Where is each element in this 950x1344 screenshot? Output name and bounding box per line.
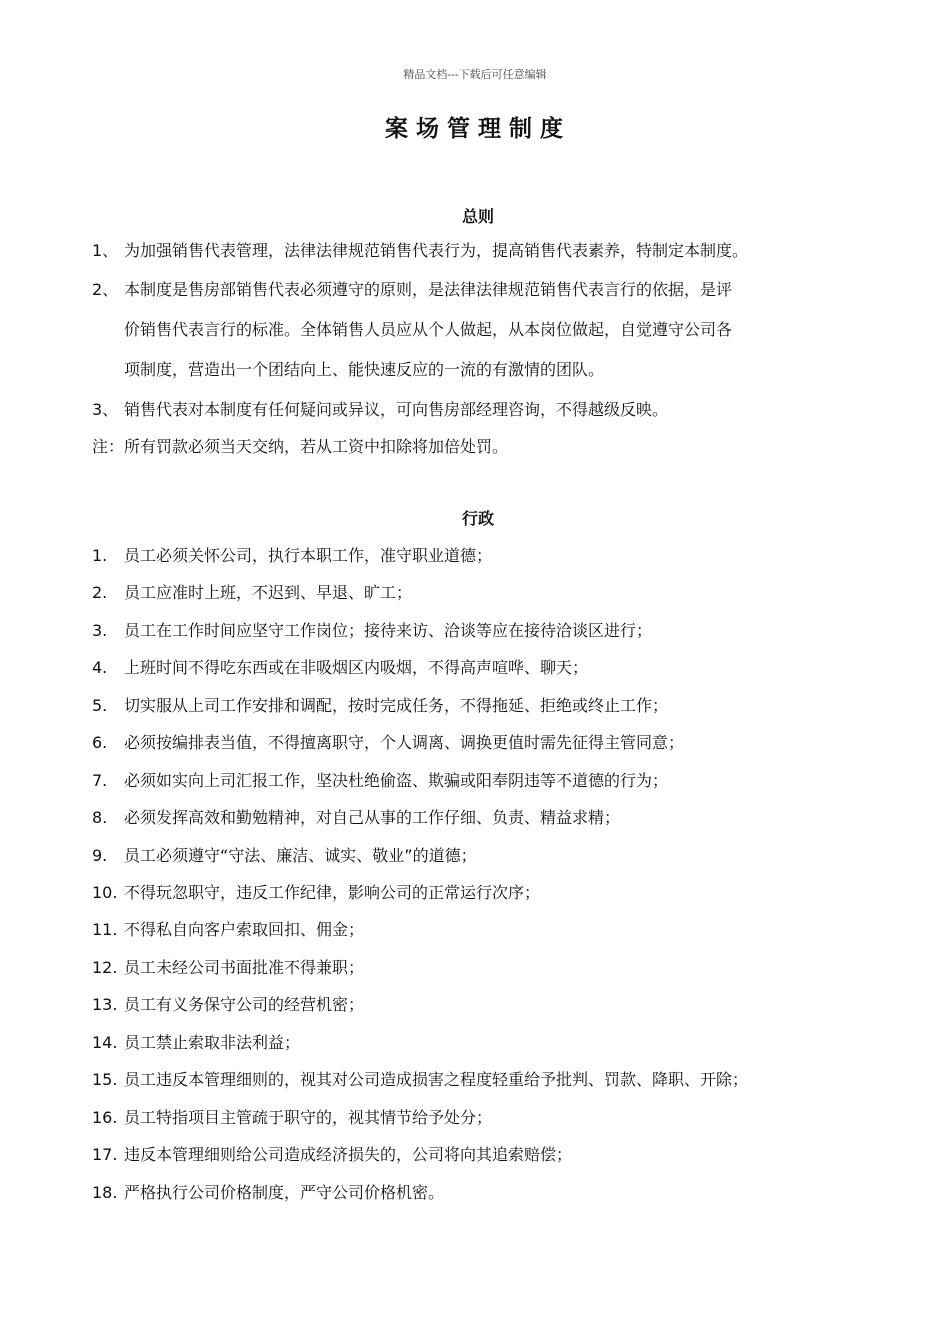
admin-item	[92, 693, 668, 716]
document-title: 案场管理制度	[385, 116, 571, 142]
item-text: 员工有义务保守公司的经营机密；	[124, 995, 365, 1014]
item-text: 价销售代表言行的标准。全体销售人员应从个人做起，从本岗位做起，自觉遵守公司各	[124, 320, 733, 339]
item-number: 12.	[92, 958, 118, 977]
item-number: 1、	[92, 241, 119, 260]
item-text: 本制度是售房部销售代表必须遵守的原则，是法律法律规范销售代表言行的依据，是评	[124, 280, 733, 299]
general-item	[92, 277, 732, 300]
item-text: 员工禁止索取非法利益；	[124, 1033, 301, 1052]
item-number: 6.	[92, 733, 108, 752]
admin-item	[92, 730, 684, 753]
item-text: 员工未经公司书面批准不得兼职；	[124, 958, 365, 977]
item-text: 必须发挥高效和勤勉精神，对自己从事的工作仔细、负责、精益求精；	[124, 808, 621, 827]
item-text: 员工违反本管理细则的，视其对公司造成损害之程度轻重给予批判、罚款、降职、开除；	[124, 1070, 749, 1089]
item-number: 3.	[92, 621, 108, 640]
item-number: 15.	[92, 1070, 118, 1089]
admin-item	[92, 1142, 572, 1165]
item-number: 14.	[92, 1033, 118, 1052]
header-note: 精品文档---下载后可任意编辑	[403, 68, 547, 81]
item-text: 必须如实向上司汇报工作，坚决杜绝偷盗、欺骗或阳奉阴违等不道德的行为；	[124, 771, 669, 790]
item-text: 员工特指项目主管疏于职守的，视其情节给予处分；	[124, 1108, 493, 1127]
item-number: 4.	[92, 658, 108, 677]
item-number: 11.	[92, 920, 118, 939]
item-text: 员工必须遵守“守法、廉洁、诚实、敬业”的道德；	[124, 846, 477, 865]
admin-item	[92, 917, 364, 940]
item-text: 违反本管理细则给公司造成经济损失的，公司将向其追索赔偿；	[124, 1145, 573, 1164]
item-number: 2、	[92, 280, 119, 299]
item-number: 18.	[92, 1183, 118, 1202]
admin-item	[92, 1180, 444, 1203]
item-number: 5.	[92, 696, 108, 715]
item-text: 员工在工作时间应坚守工作岗位；接待来访、洽谈等应在接待洽谈区进行；	[124, 621, 653, 640]
section-heading-admin: 行政	[461, 509, 494, 528]
item-text: 不得玩忽职守，违反工作纪律，影响公司的正常运行次序；	[124, 883, 541, 902]
admin-item	[92, 1067, 748, 1090]
admin-item	[92, 1030, 300, 1053]
general-item-continuation	[92, 317, 732, 340]
general-item	[92, 238, 748, 261]
item-text: 上班时间不得吃东西或在非吸烟区内吸烟，不得高声喧哗、聊天；	[124, 658, 589, 677]
section-heading-general: 总则	[461, 207, 494, 226]
item-text: 员工应准时上班，不迟到、早退、旷工；	[124, 583, 413, 602]
admin-item	[92, 655, 588, 678]
item-text: 为加强销售代表管理，法律法律规范销售代表行为，提高销售代表素养，特制定本制度。	[124, 241, 749, 260]
item-text: 不得私自向客户索取回扣、佣金；	[124, 920, 365, 939]
admin-item	[92, 580, 412, 603]
admin-item	[92, 992, 364, 1015]
item-text: 切实服从上司工作安排和调配，按时完成任务，不得拖延、拒绝或终止工作；	[124, 696, 669, 715]
admin-item	[92, 805, 620, 828]
item-number: 3、	[92, 400, 119, 419]
item-text: 项制度，营造出一个团结向上、能快速反应的一流的有激情的团队。	[124, 360, 605, 379]
admin-item	[92, 955, 364, 978]
item-text: 必须按编排表当值，不得擅离职守，个人调离、调换更值时需先征得主管同意；	[124, 733, 685, 752]
admin-item	[92, 1105, 492, 1128]
general-item	[92, 397, 668, 420]
item-text: 严格执行公司价格制度，严守公司价格机密。	[124, 1183, 445, 1202]
admin-item	[92, 768, 668, 791]
admin-item	[92, 880, 540, 903]
admin-item	[92, 543, 492, 566]
general-item-continuation	[92, 357, 604, 380]
item-text: 员工必须关怀公司，执行本职工作，准守职业道德；	[124, 546, 493, 565]
item-number: 1.	[92, 546, 108, 565]
admin-item	[92, 618, 652, 641]
item-text: 销售代表对本制度有任何疑问或异议，可向售房部经理咨询，不得越级反映。	[124, 400, 669, 419]
item-number: 13.	[92, 995, 118, 1014]
item-number: 2.	[92, 583, 108, 602]
item-number: 17.	[92, 1145, 118, 1164]
item-number: 8.	[92, 808, 108, 827]
admin-item	[92, 843, 477, 866]
general-note: 注：所有罚款必须当天交纳，若从工资中扣除将加倍处罚。	[92, 437, 509, 456]
item-number: 10.	[92, 883, 118, 902]
item-number: 7.	[92, 771, 108, 790]
item-number: 9.	[92, 846, 108, 865]
item-number: 16.	[92, 1108, 118, 1127]
